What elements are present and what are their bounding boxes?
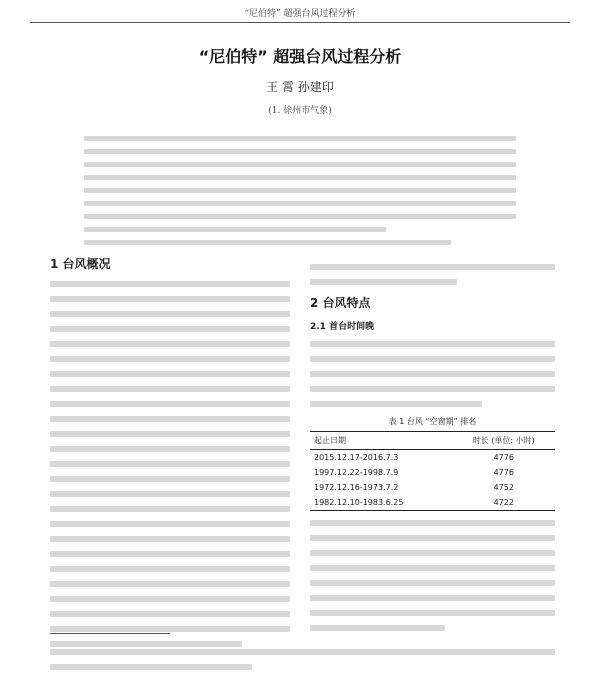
table-cell-dates: 1997.12.22-1998.7.9	[314, 468, 399, 477]
table-cell-hours: 4752	[493, 483, 514, 492]
subsection-heading-2-1: 2.1 首台时间晚	[310, 322, 375, 332]
table-header-hours: 时长 (单位: 小时)	[453, 432, 555, 450]
header-divider	[30, 22, 570, 23]
author-list: 王 霄 孙建印	[266, 80, 334, 94]
table-cell-dates: 1972.12.16-1973.7.2	[314, 483, 399, 492]
table-cell-hours: 4776	[493, 468, 514, 477]
table-row	[310, 480, 555, 495]
table-cell-dates: 2015.12.17-2016.7.3	[314, 453, 399, 462]
table-row	[310, 495, 555, 511]
table-cell-hours: 4776	[493, 453, 514, 462]
table-row	[310, 450, 555, 466]
table-caption: 表 1 台风 “空窗期” 排名	[388, 417, 477, 426]
section-heading-2: 2 台风特点	[310, 296, 371, 310]
author-affiliation: (1. 徐州市气象)	[268, 106, 332, 116]
table-row	[310, 465, 555, 480]
abstract-placeholder	[84, 128, 516, 253]
footnote-divider	[50, 633, 170, 634]
left-column	[50, 255, 290, 656]
author-footnote-placeholder	[50, 640, 555, 679]
right-column	[310, 255, 555, 640]
typhoon-gap-table	[310, 431, 555, 511]
running-header: “尼伯特” 超强台风过程分析	[244, 9, 356, 19]
table-cell-hours: 4722	[453, 495, 555, 511]
section-heading-1: 1 台风概况	[50, 257, 111, 271]
paper-title: “尼伯特” 超强台风过程分析	[198, 47, 402, 66]
table-cell-dates: 1982.12.10-1983.6.25	[310, 495, 453, 511]
table-header-dates: 起止日期	[310, 432, 453, 450]
